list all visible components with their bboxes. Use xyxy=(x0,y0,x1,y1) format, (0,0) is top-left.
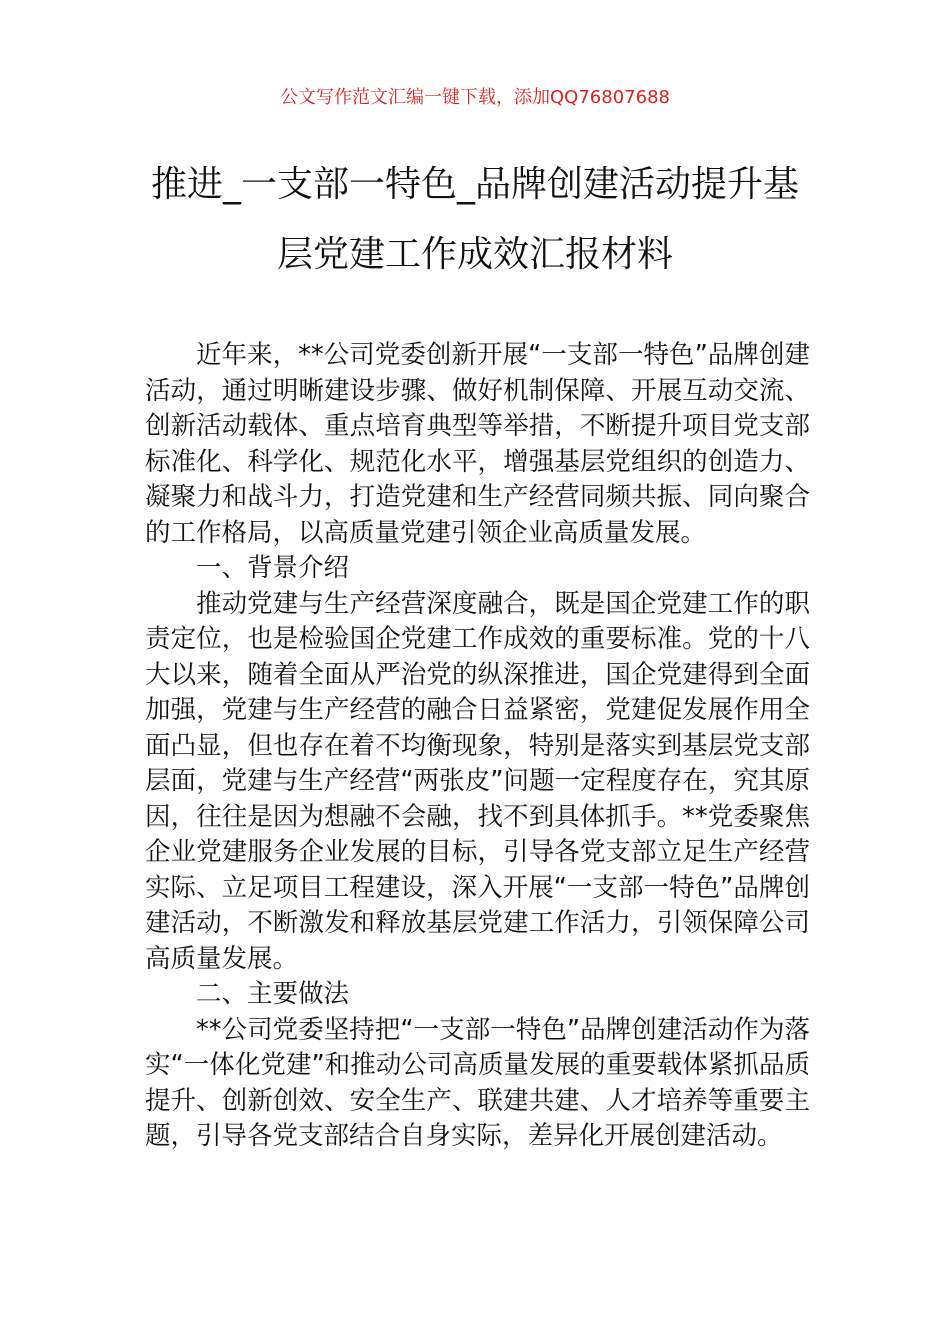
document-body xyxy=(145,338,810,1155)
section-heading-main-practices: 二、主要做法 xyxy=(196,979,350,1009)
section-heading-background: 一、背景介绍 xyxy=(196,553,350,583)
document-title-line-1: 推进_一支部一特色_品牌创建活动提升基 xyxy=(150,164,799,205)
document-title xyxy=(130,150,820,290)
main-practices-paragraph: **公司党委坚持把“一支部一特色”品牌创建活动作为落实“一体化党建”和推动公司高质量发展的重要载体紧抓品质提升、创新创效、安全生产、联建共建、人才培养等重要主题，引导各党支部结合自身实际，差异化开展创建活动。 xyxy=(145,1014,810,1151)
document-title-line-2: 层党建工作成效汇报材料 xyxy=(276,234,673,275)
intro-paragraph: 近年来，**公司党委创新开展“一支部一特色”品牌创建活动，通过明晰建设步骤、做好机制保障、开展互动交流、创新活动载体、重点培育典型等举措，不断提升项目党支部标准化、科学化、规范化水平，增强基层党组织的创造力、凝聚力和战斗力，打造党建和生产经营同频共振、同向聚合的工作格局，以高质量党建引领企业高质量发展。 xyxy=(145,340,810,548)
download-notice: 公文写作范文汇编一键下载，添加QQ76807688 xyxy=(280,87,670,108)
background-paragraph: 推动党建与生产经营深度融合，既是国企党建工作的职责定位，也是检验国企党建工作成效的重要标准。党的十八大以来，随着全面从严治党的纵深推进，国企党建得到全面加强，党建与生产经营的融合日益紧密，党建促发展作用全面凸显，但也存在着不均衡现象，特别是落实到基层党支部层面，党建与生产经营“两张皮”问题一定程度存在，究其原因，往往是因为想融不会融，找不到具体抓手。**党委聚焦企业党建服务企业发展的目标，引导各党支部立足生产经营实际、立足项目工程建设，深入开展“一支部一特色”品牌创建活动，不断激发和释放基层党建工作活力，引领保障公司高质量发展。 xyxy=(145,588,810,974)
